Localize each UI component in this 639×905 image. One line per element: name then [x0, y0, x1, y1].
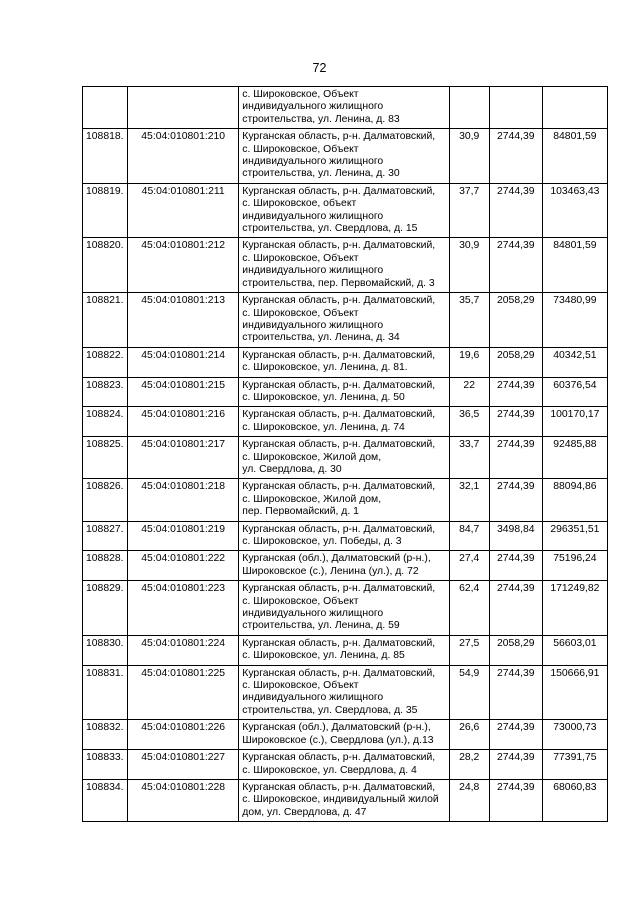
rate-cell: 2744,39 [489, 437, 542, 479]
address-line: Курганская область, р-н. Далматовский, [242, 439, 436, 451]
address-line: строительства, ул. Свердлова, д. 35 [242, 704, 418, 716]
address-line: с. Широковское, ул. Ленина, д. 85 [242, 650, 405, 662]
address-line: с. Широковское, ул. Ленина, д. 74 [242, 421, 405, 433]
row-number-cell: 108832. [83, 720, 128, 750]
rate-cell: 2744,39 [489, 129, 542, 184]
address-cell [239, 479, 449, 521]
table-row [83, 479, 608, 521]
cadastral-number-cell: 45:04:010801:213 [128, 293, 239, 348]
table-row [83, 407, 608, 437]
address-cell [239, 129, 449, 184]
cadastral-value-cell: 171249,82 [542, 581, 607, 636]
address-line: индивидуального жилищного [242, 692, 384, 704]
table-row [83, 238, 608, 293]
rate-cell: 2744,39 [489, 750, 542, 780]
address-cell [239, 665, 449, 720]
address-line: пер. Первомайский, д. 1 [242, 506, 359, 518]
table-row [83, 377, 608, 407]
table-row [83, 437, 608, 479]
cadastral-number-cell: 45:04:010801:224 [128, 635, 239, 665]
table-row [83, 720, 608, 750]
table-row [83, 750, 608, 780]
address-cell [239, 581, 449, 636]
rate-cell: 2744,39 [489, 377, 542, 407]
table-row [83, 551, 608, 581]
area-cell: 22 [449, 377, 489, 407]
table-row [83, 293, 608, 348]
address-line: Курганская область, р-н. Далматовский, [242, 523, 436, 535]
area-cell: 30,9 [449, 238, 489, 293]
row-number-cell: 108831. [83, 665, 128, 720]
address-line: с. Широковское, ул. Ленина, д. 81. [242, 362, 408, 374]
address-line: Курганская область, р-н. Далматовский, [242, 295, 436, 307]
address-line: индивидуального жилищного [242, 319, 384, 331]
cadastral-value-cell: 73000,73 [542, 720, 607, 750]
address-line: с. Широковское, ул. Ленина, д. 50 [242, 391, 405, 403]
table-row [83, 779, 608, 821]
address-line: строительства, ул. Ленина, д. 30 [242, 168, 400, 180]
row-number-cell: 108818. [83, 129, 128, 184]
row-number-cell: 108825. [83, 437, 128, 479]
row-number-cell: 108823. [83, 377, 128, 407]
cadastral-value-cell: 84801,59 [542, 129, 607, 184]
table-body [83, 87, 608, 822]
address-line: индивидуального жилищного [242, 210, 384, 222]
address-cell [239, 635, 449, 665]
area-cell: 35,7 [449, 293, 489, 348]
address-cell [239, 521, 449, 551]
area-cell: 27,4 [449, 551, 489, 581]
cadastre-table [82, 86, 608, 822]
rate-cell: 2744,39 [489, 183, 542, 238]
address-line: с. Широковское, Жилой дом, [242, 493, 382, 505]
area-cell: 30,9 [449, 129, 489, 184]
cadastral-value-cell: 100170,17 [542, 407, 607, 437]
area-cell: 54,9 [449, 665, 489, 720]
cadastral-number-cell: 45:04:010801:226 [128, 720, 239, 750]
area-cell: 19,6 [449, 347, 489, 377]
address-line: Широковское (с.), Свердлова (ул.), д.13 [242, 734, 434, 746]
cadastral-number-cell: 45:04:010801:223 [128, 581, 239, 636]
table-row [83, 347, 608, 377]
row-number-cell: 108820. [83, 238, 128, 293]
address-line: с. Широковское, Объект [242, 307, 359, 319]
table-row [83, 581, 608, 636]
cadastral-value-cell: 92485,88 [542, 437, 607, 479]
area-cell: 33,7 [449, 437, 489, 479]
address-line: строительства, ул. Ленина, д. 83 [242, 113, 400, 125]
table-row [83, 129, 608, 184]
area-cell: 36,5 [449, 407, 489, 437]
table-row [83, 665, 608, 720]
cadastral-value-cell: 88094,86 [542, 479, 607, 521]
cadastral-number-cell: 45:04:010801:212 [128, 238, 239, 293]
row-number-cell: 108826. [83, 479, 128, 521]
address-line: с. Широковское, ул. Свердлова, д. 4 [242, 764, 417, 776]
address-line: индивидуального жилищного [242, 265, 384, 277]
cadastral-number-cell: 45:04:010801:210 [128, 129, 239, 184]
cadastral-value-cell: 84801,59 [542, 238, 607, 293]
address-line: Курганская область, р-н. Далматовский, [242, 409, 436, 421]
row-number-cell: 108824. [83, 407, 128, 437]
address-cell [239, 377, 449, 407]
page-number: 72 [312, 61, 327, 75]
address-line: Курганская область, р-н. Далматовский, [242, 667, 436, 679]
address-line: дом, ул. Свердлова, д. 47 [242, 806, 367, 818]
cadastral-number-cell: 45:04:010801:219 [128, 521, 239, 551]
address-line: с. Широковское, индивидуальный жилой [242, 794, 439, 806]
table-row [83, 521, 608, 551]
cadastral-value-cell: 40342,51 [542, 347, 607, 377]
area-cell: 62,4 [449, 581, 489, 636]
row-number-cell: 108833. [83, 750, 128, 780]
rate-cell: 2744,39 [489, 665, 542, 720]
address-line: с. Широковское, ул. Победы, д. 3 [242, 536, 402, 547]
area-cell: 84,7 [449, 521, 489, 551]
address-line: с. Широковское, объект [242, 198, 357, 210]
rate-cell: 2744,39 [489, 581, 542, 636]
address-line: с. Широковское, Объект [242, 89, 359, 100]
rate-cell: 2058,29 [489, 635, 542, 665]
rate-cell: 2058,29 [489, 293, 542, 348]
rate-cell: 2744,39 [489, 479, 542, 521]
row-number-cell [83, 87, 128, 129]
address-line: индивидуального жилищного [242, 608, 384, 620]
address-line: Курганская (обл.), Далматовский (р-н.), [242, 722, 431, 734]
area-cell: 24,8 [449, 779, 489, 821]
area-cell: 27,5 [449, 635, 489, 665]
cadastral-number-cell: 45:04:010801:227 [128, 750, 239, 780]
table-row [83, 183, 608, 238]
area-cell: 37,7 [449, 183, 489, 238]
cadastral-number-cell: 45:04:010801:225 [128, 665, 239, 720]
cadastral-value-cell: 73480,99 [542, 293, 607, 348]
rate-cell: 3498,84 [489, 521, 542, 551]
address-line: ул. Свердлова, д. 30 [242, 463, 342, 475]
row-number-cell: 108829. [83, 581, 128, 636]
address-line: Курганская область, р-н. Далматовский, [242, 481, 436, 493]
address-line: индивидуального жилищного [242, 156, 384, 168]
table-row [83, 87, 608, 129]
address-line: строительства, пер. Первомайский, д. 3 [242, 277, 435, 289]
cadastral-number-cell: 45:04:010801:211 [128, 183, 239, 238]
rate-cell: 2744,39 [489, 407, 542, 437]
cadastral-number-cell: 45:04:010801:228 [128, 779, 239, 821]
address-line: с. Широковское, Объект [242, 680, 359, 692]
address-cell [239, 551, 449, 581]
rate-cell: 2744,39 [489, 720, 542, 750]
address-line: строительства, ул. Ленина, д. 59 [242, 620, 400, 632]
address-line: с. Широковское, Объект [242, 595, 359, 607]
row-number-cell: 108830. [83, 635, 128, 665]
cadastral-value-cell: 75196,24 [542, 551, 607, 581]
address-line: Курганская область, р-н. Далматовский, [242, 185, 436, 197]
cadastral-number-cell: 45:04:010801:222 [128, 551, 239, 581]
cadastral-value-cell: 68060,83 [542, 779, 607, 821]
address-line: Курганская область, р-н. Далматовский, [242, 752, 436, 764]
cadastral-value-cell [542, 87, 607, 129]
cadastral-value-cell: 60376,54 [542, 377, 607, 407]
rate-cell: 2744,39 [489, 238, 542, 293]
cadastral-number-cell: 45:04:010801:216 [128, 407, 239, 437]
address-line: Курганская область, р-н. Далматовский, [242, 131, 436, 143]
area-cell: 32,1 [449, 479, 489, 521]
address-line: с. Широковское, Объект [242, 143, 359, 155]
row-number-cell: 108821. [83, 293, 128, 348]
address-cell [239, 293, 449, 348]
address-cell [239, 87, 449, 129]
cadastral-number-cell: 45:04:010801:215 [128, 377, 239, 407]
rate-cell [489, 87, 542, 129]
cadastral-number-cell: 45:04:010801:217 [128, 437, 239, 479]
address-cell [239, 437, 449, 479]
address-line: строительства, ул. Ленина, д. 34 [242, 332, 400, 344]
address-line: Курганская область, р-н. Далматовский, [242, 583, 436, 595]
address-line: Курганская область, р-н. Далматовский, [242, 637, 436, 649]
cadastral-number-cell: 45:04:010801:214 [128, 347, 239, 377]
row-number-cell: 108827. [83, 521, 128, 551]
cadastral-value-cell: 150666,91 [542, 665, 607, 720]
address-line: Курганская (обл.), Далматовский (р-н.), [242, 553, 431, 565]
area-cell: 26,6 [449, 720, 489, 750]
address-line: Курганская область, р-н. Далматовский, [242, 781, 436, 793]
address-cell [239, 779, 449, 821]
address-line: Курганская область, р-н. Далматовский, [242, 379, 436, 391]
address-cell [239, 347, 449, 377]
cadastral-value-cell: 77391,75 [542, 750, 607, 780]
address-cell [239, 183, 449, 238]
cadastral-number-cell: 45:04:010801:218 [128, 479, 239, 521]
address-line: с. Широковское, Жилой дом, [242, 451, 382, 463]
row-number-cell: 108828. [83, 551, 128, 581]
address-cell [239, 750, 449, 780]
row-number-cell: 108834. [83, 779, 128, 821]
cadastral-number-cell [128, 87, 239, 129]
address-cell [239, 720, 449, 750]
address-line: Курганская область, р-н. Далматовский, [242, 240, 436, 252]
row-number-cell: 108822. [83, 347, 128, 377]
rate-cell: 2744,39 [489, 779, 542, 821]
address-line: с. Широковское, Объект [242, 252, 359, 264]
address-cell [239, 238, 449, 293]
address-line: строительства, ул. Свердлова, д. 15 [242, 223, 418, 235]
row-number-cell: 108819. [83, 183, 128, 238]
address-line: индивидуального жилищного [242, 101, 384, 113]
table-row [83, 635, 608, 665]
address-line: Широковское (с.), Ленина (ул.), д. 72 [242, 565, 419, 577]
cadastral-value-cell: 103463,43 [542, 183, 607, 238]
cadastral-value-cell: 56603,01 [542, 635, 607, 665]
address-line: Курганская область, р-н. Далматовский, [242, 349, 436, 361]
rate-cell: 2744,39 [489, 551, 542, 581]
rate-cell: 2058,29 [489, 347, 542, 377]
area-cell [449, 87, 489, 129]
cadastral-value-cell: 296351,51 [542, 521, 607, 551]
address-cell [239, 407, 449, 437]
area-cell: 28,2 [449, 750, 489, 780]
